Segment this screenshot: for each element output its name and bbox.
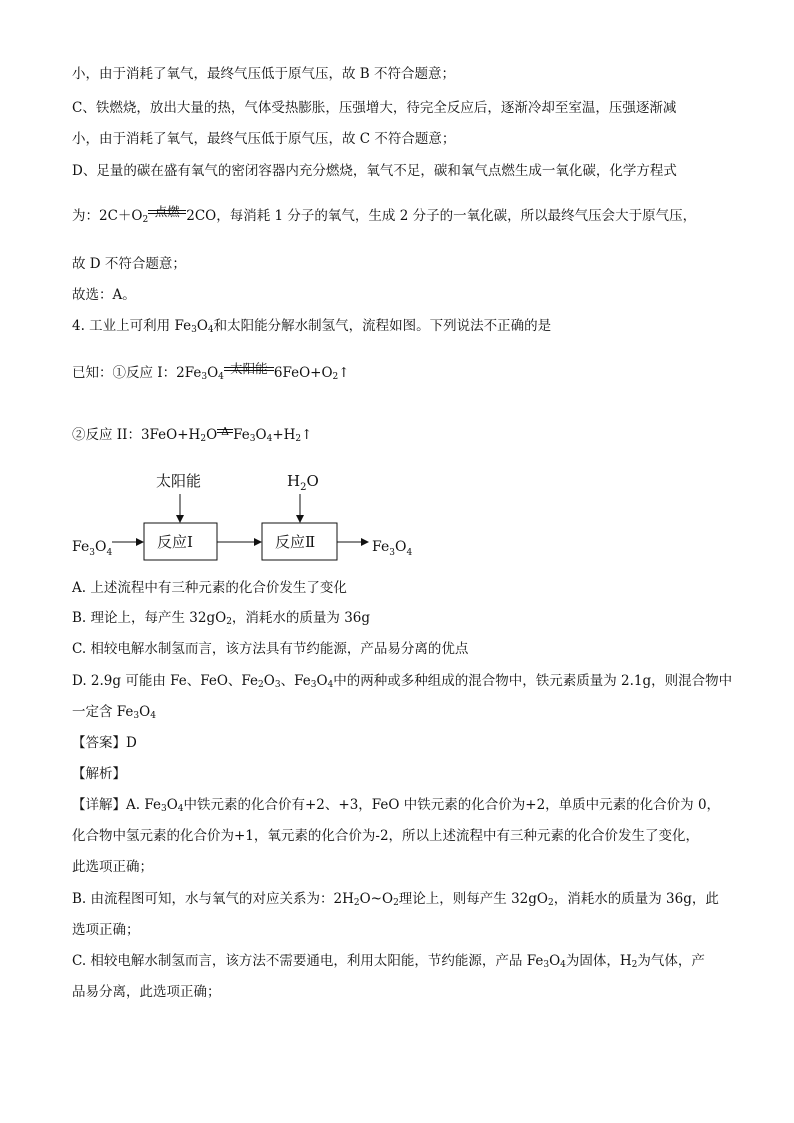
text-fragment: 4. 工业上可利用 Fe bbox=[72, 318, 192, 334]
subscript: 4 bbox=[150, 711, 156, 721]
known-reaction-1 bbox=[72, 363, 350, 383]
option-b bbox=[72, 608, 370, 628]
text-fragment: O~O bbox=[359, 891, 394, 907]
text-line: 故选：A。 bbox=[72, 287, 136, 303]
subscript: 2 bbox=[200, 434, 207, 444]
subscript: 2 bbox=[353, 898, 360, 908]
answer-line: 【答案】D bbox=[72, 735, 137, 751]
equation-line bbox=[72, 206, 696, 226]
text-line: 小，由于消耗了氧气，最终气压低于原气压，故 C 不符合题意； bbox=[72, 131, 456, 147]
text-fragment: 为： bbox=[72, 208, 99, 224]
subscript: 4 bbox=[207, 325, 214, 335]
text-fragment: 6FeO+O bbox=[273, 365, 333, 381]
option-c: C. 相较电解水制氢而言，该方法具有节约能源，产品易分离的优点 bbox=[72, 641, 469, 657]
text-fragment: B. 理论上，每产生 32gO bbox=[72, 610, 227, 626]
question-stem bbox=[72, 316, 551, 336]
text-fragment: 一定含 Fe bbox=[72, 704, 134, 720]
process-flowchart bbox=[62, 462, 462, 577]
text-fragment: O bbox=[549, 953, 561, 969]
text-fragment: B. 由流程图可知，水与氧气的对应关系为：2H bbox=[72, 891, 354, 907]
subscript: 2 bbox=[393, 898, 399, 908]
text-fragment: C. 相较电解水制氢而言，该方法不需要通电，利用太阳能，节约能源，产品 Fe bbox=[72, 953, 544, 969]
water-label: $H_2O$ bbox=[287, 472, 319, 493]
subscript: 3 bbox=[274, 680, 281, 690]
text-fragment: 【详解】A. Fe bbox=[72, 797, 161, 813]
equation-products: 2CO bbox=[186, 208, 217, 224]
reaction-condition: 点燃 bbox=[154, 204, 180, 219]
text-fragment: 理论上，则每产生 32gO bbox=[398, 891, 548, 907]
text-fragment: 和太阳能分解水制氢气，流程如图。下列说法不正确的是 bbox=[213, 318, 552, 334]
text-fragment: 已知：①反应 I：2Fe bbox=[72, 365, 202, 381]
detail-line: 品易分离，此选项正确； bbox=[72, 984, 221, 1000]
text-fragment: O bbox=[139, 704, 151, 720]
text-fragment: O bbox=[207, 365, 219, 381]
subscript: 3 bbox=[310, 680, 317, 690]
text-fragment: O bbox=[255, 427, 267, 443]
detail-line: 化合物中氢元素的化合价为+1，氧元素的化合价为-2，所以上述流程中有三种元素的化合价发生了变化， bbox=[72, 828, 700, 844]
reaction-condition-sign bbox=[217, 425, 233, 439]
subscript: 2 bbox=[547, 898, 554, 908]
text-fragment: O bbox=[206, 427, 218, 443]
analysis-heading: 【解析】 bbox=[72, 766, 126, 782]
detail-line bbox=[72, 951, 705, 971]
subscript: 2 bbox=[631, 960, 638, 970]
text-fragment: ，每消耗 1 分子的氧气，生成 2 分子的一氧化碳，所以最终气压会大于原气压， bbox=[216, 208, 697, 224]
reaction-condition: Δ bbox=[221, 425, 230, 438]
subscript: 2 bbox=[332, 372, 339, 382]
subscript: 2 bbox=[226, 617, 232, 627]
text-fragment: 中的两种或多种组成的混合物中，铁元素质量为 2.1g，则混合物中 bbox=[333, 673, 733, 689]
detail-line: 选项正确； bbox=[72, 922, 140, 938]
detail-line: 此选项正确； bbox=[72, 859, 153, 875]
reaction-condition-sign bbox=[148, 204, 186, 220]
subscript: 3 bbox=[249, 434, 256, 444]
text-fragment: O bbox=[166, 797, 178, 813]
detail-line bbox=[72, 889, 719, 909]
text-fragment: 为固体，H bbox=[565, 953, 632, 969]
text-fragment: D. 2.9g 可能由 Fe、FeO、Fe bbox=[72, 673, 259, 689]
known-reaction-2 bbox=[72, 425, 312, 445]
text-fragment: ，消耗水的质量为 36g bbox=[231, 610, 371, 626]
input-fe3o4-label: $Fe_3O_4$ bbox=[72, 539, 113, 558]
text-line: D、足量的碳在盛有氧气的密闭容器内充分燃烧，氧气不足，碳和氧气点燃生成一氧化碳，化学方程式 bbox=[72, 163, 677, 179]
option-d bbox=[72, 671, 732, 691]
text-fragment: O bbox=[263, 673, 275, 689]
reaction-condition: 太阳能 bbox=[230, 361, 268, 376]
text-fragment: 、Fe bbox=[280, 673, 311, 689]
text-line: 故 D 不符合题意； bbox=[72, 256, 186, 272]
equation-reactants: 2C＋O bbox=[99, 208, 143, 224]
text-line: 小，由于消耗了氧气，最终气压低于原气压，故 B 不符合题意； bbox=[72, 66, 456, 82]
text-fragment: 中铁元素的化合价有+2、+3，FeO 中铁元素的化合价为+2，单质中元素的化合价为 0， bbox=[183, 797, 721, 813]
subscript: 2 bbox=[142, 215, 149, 225]
text-fragment: Fe bbox=[233, 427, 250, 443]
reaction-condition-sign bbox=[224, 361, 274, 377]
output-fe3o4-label: $Fe_3O_4$ bbox=[372, 539, 413, 558]
detail-line bbox=[72, 795, 720, 815]
reaction-1-label: 反应Ⅰ bbox=[157, 533, 193, 551]
subscript: 3 bbox=[543, 960, 550, 970]
reaction-2-label: 反应Ⅱ bbox=[275, 533, 316, 551]
subscript: 3 bbox=[191, 325, 197, 335]
subscript: 3 bbox=[160, 804, 167, 814]
text-fragment: O bbox=[316, 673, 328, 689]
subscript: 3 bbox=[201, 372, 208, 382]
subscript: 4 bbox=[327, 680, 334, 690]
gas-arrow: ↑ bbox=[338, 365, 350, 381]
subscript: 4 bbox=[266, 434, 273, 444]
option-a: A. 上述流程中有三种元素的化合价发生了变化 bbox=[72, 580, 347, 596]
subscript: 4 bbox=[218, 372, 224, 382]
text-fragment: ，消耗水的质量为 36g，此 bbox=[553, 891, 719, 907]
text-fragment: +H bbox=[272, 427, 296, 443]
text-line: C、铁燃烧，放出大量的热，气体受热膨胀，压强增大，待完全反应后，逐渐冷却至室温，压强逐渐减 bbox=[72, 100, 677, 116]
text-fragment: ②反应 II：3FeO+H bbox=[72, 427, 201, 443]
text-fragment: O bbox=[196, 318, 208, 334]
solar-energy-label: 太阳能 bbox=[156, 472, 202, 490]
option-d-cont bbox=[72, 702, 156, 722]
subscript: 2 bbox=[258, 680, 264, 690]
subscript: 2 bbox=[295, 434, 302, 444]
subscript: 3 bbox=[133, 711, 140, 721]
text-fragment: 为气体，产 bbox=[637, 953, 705, 969]
subscript: 4 bbox=[177, 804, 184, 814]
gas-arrow: ↑ bbox=[301, 427, 313, 443]
subscript: 4 bbox=[560, 960, 566, 970]
